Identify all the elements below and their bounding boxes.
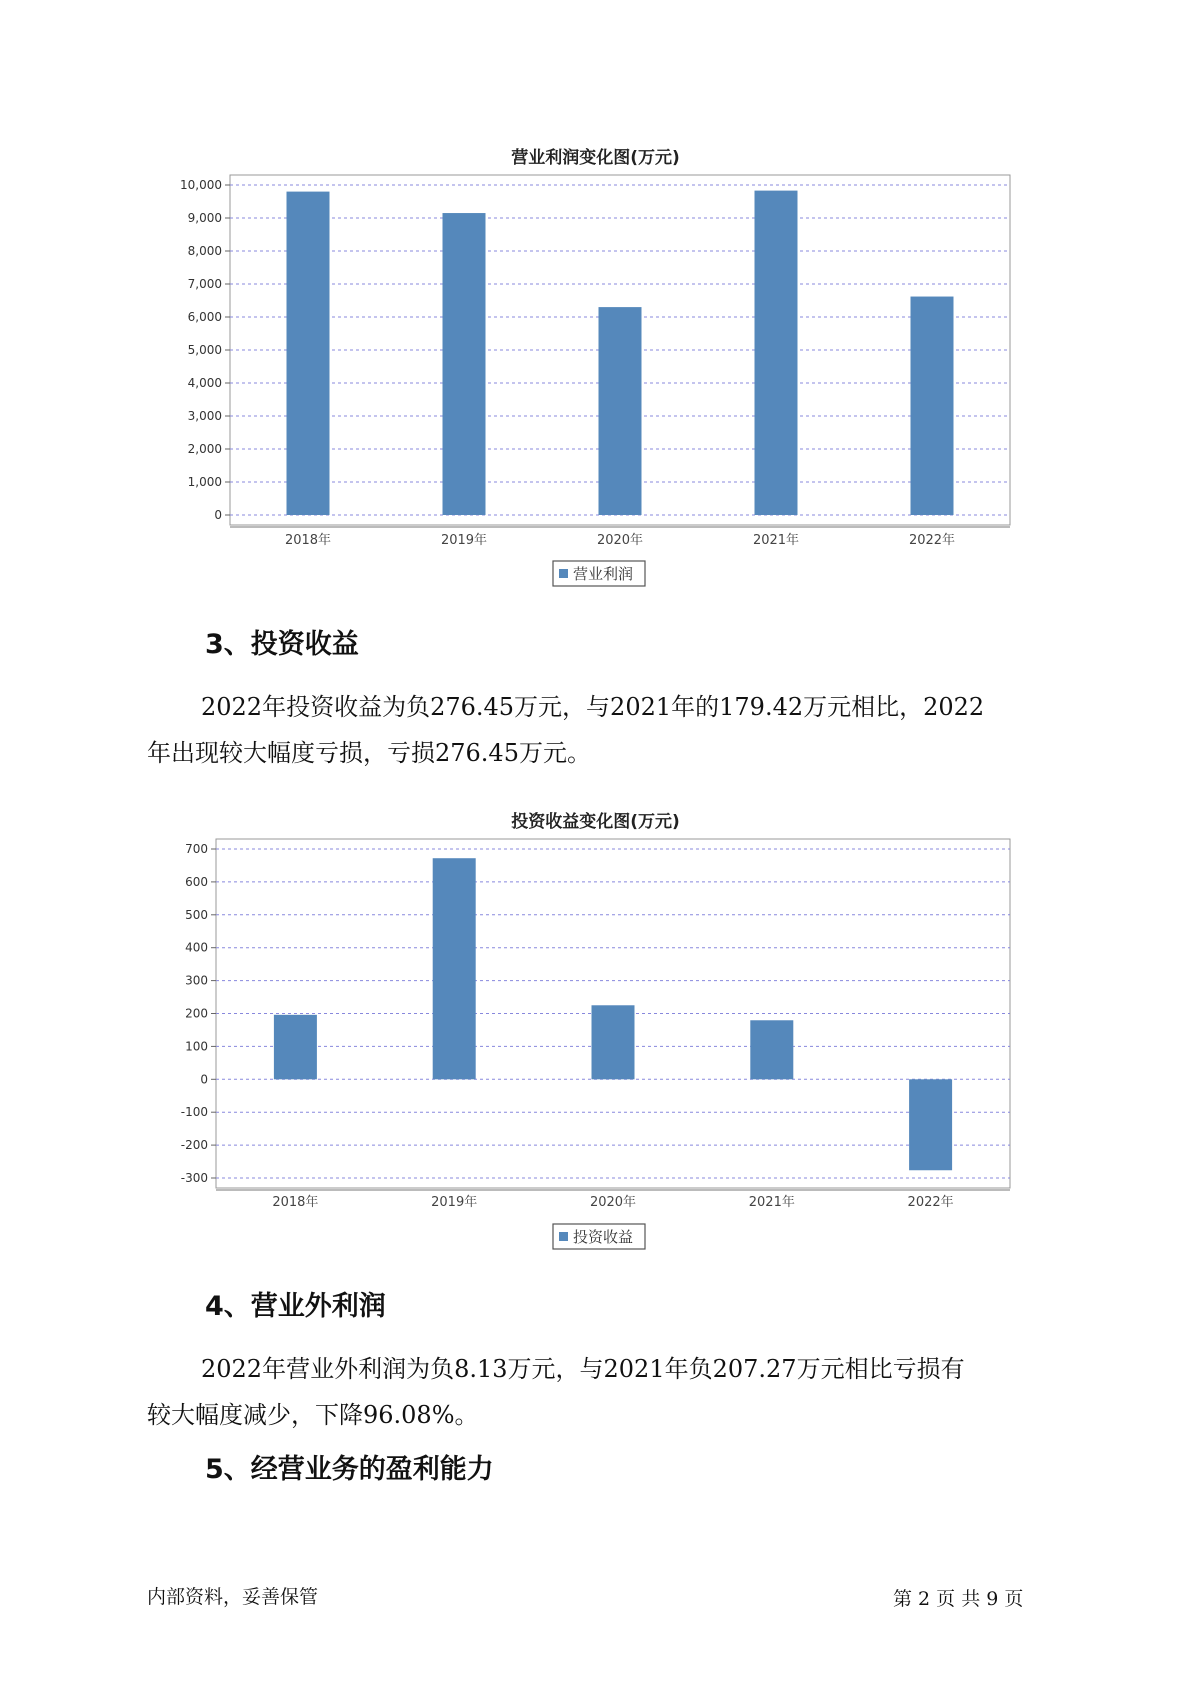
y-tick-label: 6,000 xyxy=(187,310,222,324)
x-tick-label: 2021年 xyxy=(748,1195,795,1210)
y-tick-label: 8,000 xyxy=(187,244,222,258)
chart-title-investment-income: 投资收益变化图(万元) xyxy=(511,812,680,832)
y-tick-label: 600 xyxy=(185,874,208,889)
x-tick-label: 2020年 xyxy=(589,1195,637,1210)
y-tick-label: 100 xyxy=(185,1039,208,1054)
para-line: 2022年营业外利润为负8.13万元，与2021年负207.27万元相比亏损有 xyxy=(201,1355,965,1383)
y-tick-label: 10,000 xyxy=(180,178,222,192)
x-tick-label: 2020年 xyxy=(596,533,644,548)
y-tick-label: 3,000 xyxy=(187,409,222,423)
x-tick-label: 2022年 xyxy=(907,1195,954,1210)
footer-confidential-note: 内部资料，妥善保管 xyxy=(147,1586,319,1608)
y-tick-label: -300 xyxy=(180,1171,208,1185)
y-tick-label: 4,000 xyxy=(187,376,222,390)
section-heading-non-operating-profit: 4、营业外利润 xyxy=(205,1291,386,1322)
x-tick-label: 2019年 xyxy=(431,1195,478,1210)
section-heading-investment-income: 3、投资收益 xyxy=(205,629,359,660)
y-tick-label: 5,000 xyxy=(187,343,222,357)
y-tick-label: 2,000 xyxy=(187,442,222,456)
bar-2019年 xyxy=(433,858,476,1079)
footer-page-number: 第 2 页 共 9 页 xyxy=(893,1588,1024,1610)
chart-title-operating-profit: 营业利润变化图(万元) xyxy=(511,148,680,168)
y-tick-label: 200 xyxy=(185,1006,208,1021)
para-line: 年出现较大幅度亏损，亏损276.45万元。 xyxy=(147,739,591,767)
y-tick-label: -100 xyxy=(180,1105,208,1120)
x-tick-label: 2022年 xyxy=(908,533,956,548)
y-tick-label: 500 xyxy=(185,907,208,922)
y-tick-label: 0 xyxy=(214,508,222,522)
y-tick-label: 1,000 xyxy=(187,475,222,489)
x-tick-label: 2021年 xyxy=(752,533,800,548)
para-line: 较大幅度减少，下降96.08%。 xyxy=(147,1401,479,1429)
y-tick-label: 9,000 xyxy=(187,211,222,225)
bar-2018年 xyxy=(274,1015,317,1079)
para-line: 2022年投资收益为负276.45万元，与2021年的179.42万元相比，2022 xyxy=(201,693,985,721)
section-heading-profitability: 5、经营业务的盈利能力 xyxy=(205,1454,494,1485)
non-operating-profit-paragraph xyxy=(147,1346,1047,1438)
bar-2021年 xyxy=(750,1020,793,1079)
y-tick-label: 400 xyxy=(185,940,208,955)
bar-2020年 xyxy=(592,1005,635,1079)
x-tick-label: 2019年 xyxy=(440,533,488,548)
y-tick-label: 700 xyxy=(185,842,208,856)
bar-2022年 xyxy=(909,1079,952,1170)
legend-swatch xyxy=(559,1232,568,1241)
x-tick-label: 2018年 xyxy=(272,1195,319,1210)
y-tick-label: 0 xyxy=(200,1072,208,1087)
legend-label: 投资收益 xyxy=(573,1228,634,1246)
x-tick-label: 2018年 xyxy=(284,533,332,548)
y-tick-label: 300 xyxy=(185,973,208,988)
y-tick-label: 7,000 xyxy=(187,277,222,291)
y-tick-label: -200 xyxy=(180,1138,208,1153)
legend-label: 营业利润 xyxy=(573,565,634,583)
